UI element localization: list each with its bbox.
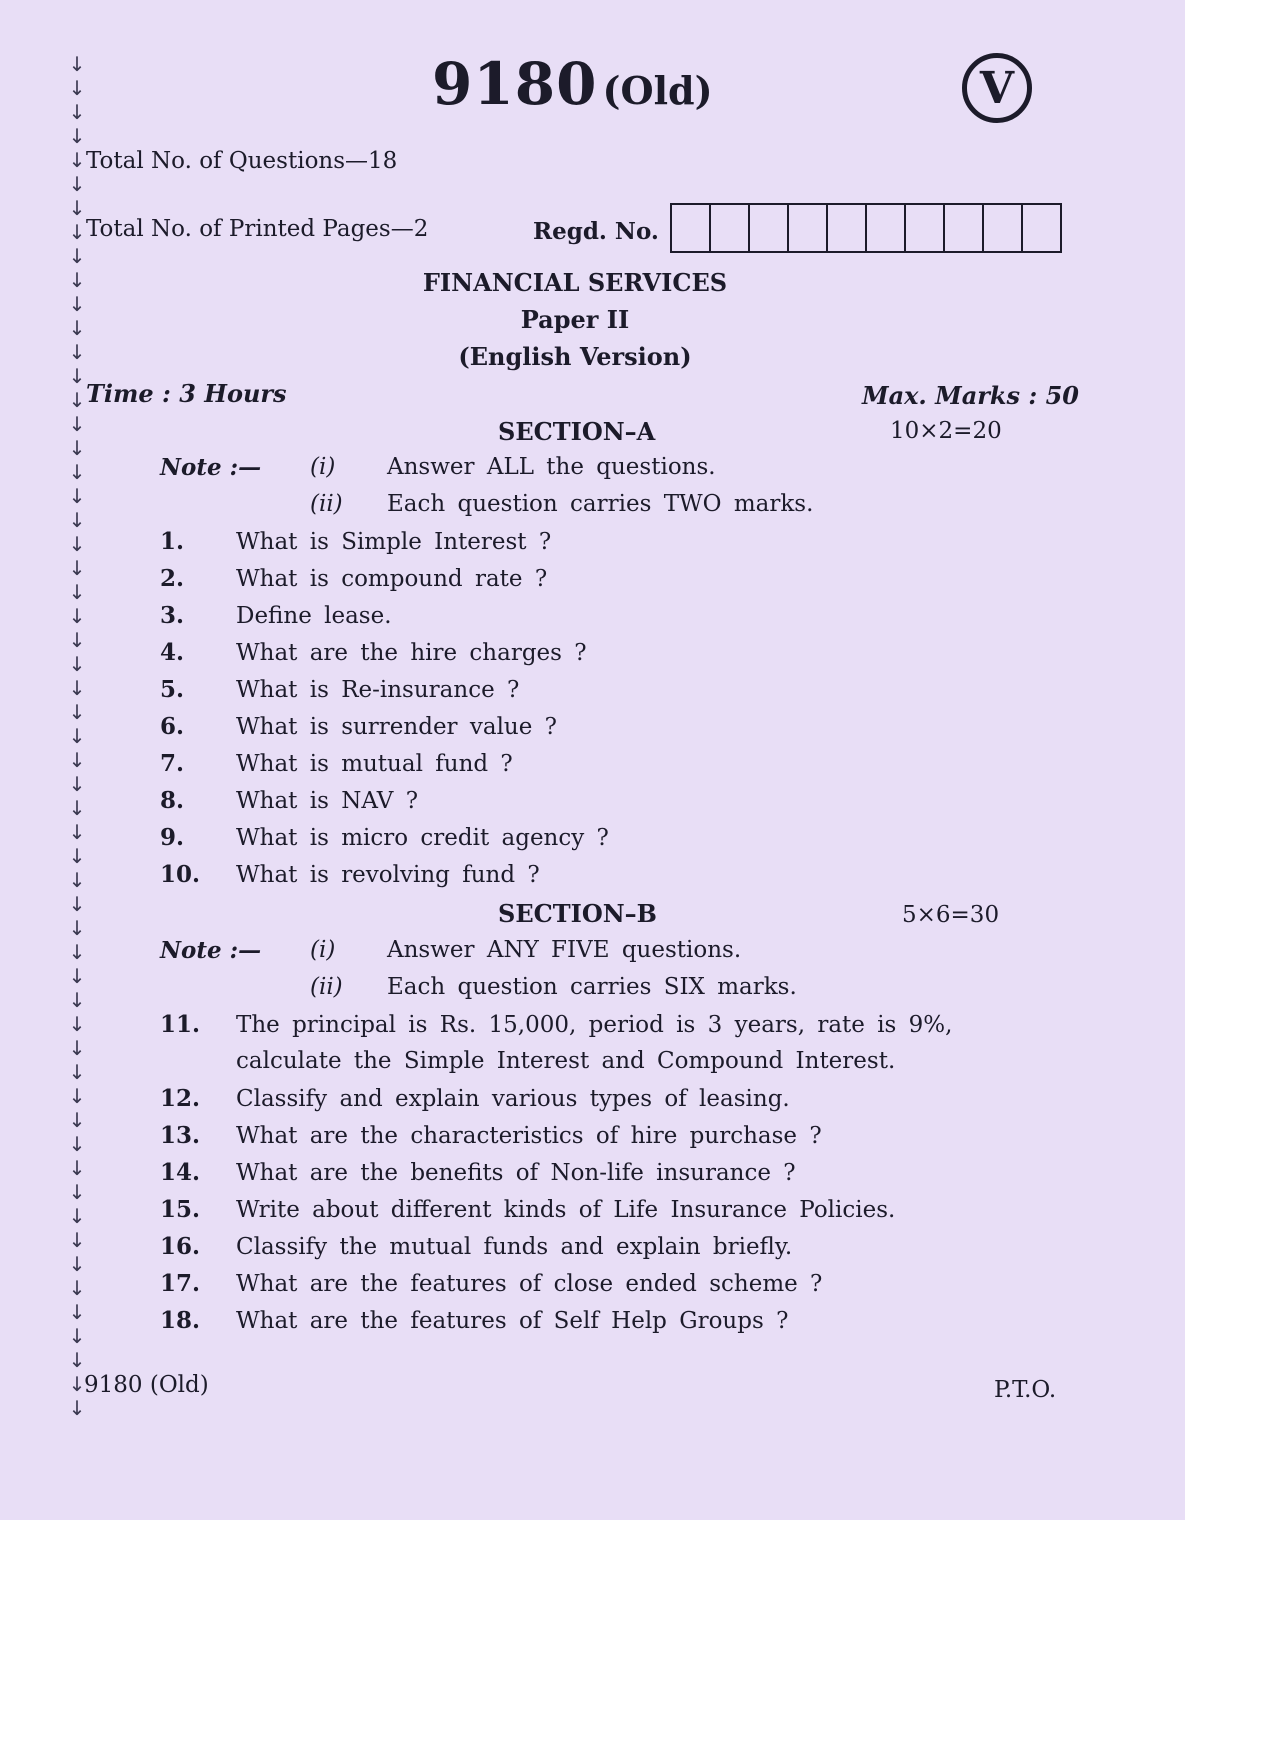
question-text: What are the features of close ended scheme ? [236,1271,823,1297]
section-b-note [160,937,960,967]
regd-box[interactable] [750,205,789,251]
note-roman: (i) [310,454,336,480]
margin-arrows [62,52,92,1420]
down-arrow-icon: ↓ [68,556,86,580]
note-roman: (ii) [310,491,343,517]
regd-box[interactable] [711,205,750,251]
down-arrow-icon: ↓ [68,964,86,988]
question-text: What are the hire charges ? [236,640,587,666]
down-arrow-icon: ↓ [68,772,86,796]
down-arrow-icon: ↓ [68,1276,86,1300]
question-item [160,787,418,814]
down-arrow-icon: ↓ [68,724,86,748]
question-text: What are the characteristics of hire purchase ? [236,1123,822,1149]
down-arrow-icon: ↓ [68,1252,86,1276]
down-arrow-icon: ↓ [68,52,86,76]
question-text: What is surrender value ? [236,714,557,740]
down-arrow-icon: ↓ [68,412,86,436]
regd-box[interactable] [828,205,867,251]
question-number: 10. [160,861,201,888]
version-mark [962,53,1032,123]
section-a-note [160,491,960,521]
question-number: 5. [160,676,185,703]
paper-code-heading [432,50,713,118]
down-arrow-icon: ↓ [68,892,86,916]
down-arrow-icon: ↓ [68,1396,86,1420]
question-continuation: calculate the Simple Interest and Compound Interest. [236,1048,896,1074]
question-item [160,1085,790,1112]
down-arrow-icon: ↓ [68,172,86,196]
section-b-title: SECTION–B [498,899,657,928]
down-arrow-icon: ↓ [68,244,86,268]
total-questions: Total No. of Questions—18 [86,148,398,174]
question-text: What is compound rate ? [236,566,548,592]
question-item [160,602,392,629]
down-arrow-icon: ↓ [68,700,86,724]
section-b-note [160,974,960,1004]
total-pages: Total No. of Printed Pages—2 [86,216,429,242]
down-arrow-icon: ↓ [68,1156,86,1180]
question-number: 8. [160,787,185,814]
question-item [160,639,587,666]
note-text: Each question carries SIX marks. [387,974,797,1000]
down-arrow-icon: ↓ [68,652,86,676]
question-text: Write about different kinds of Life Insurance Policies. [236,1197,896,1223]
down-arrow-icon: ↓ [68,388,86,412]
regd-box[interactable] [789,205,828,251]
question-item [160,1196,895,1223]
question-text: What are the features of Self Help Groups ? [236,1308,789,1334]
down-arrow-icon: ↓ [68,460,86,484]
down-arrow-icon: ↓ [68,868,86,892]
regd-box[interactable] [672,205,711,251]
down-arrow-icon: ↓ [68,340,86,364]
question-number: 9. [160,824,185,851]
question-item [160,676,519,703]
language-version: (English Version) [458,342,692,371]
section-a-note [160,454,960,484]
version-mark-letter: V [979,62,1015,114]
down-arrow-icon: ↓ [68,76,86,100]
down-arrow-icon: ↓ [68,1060,86,1084]
down-arrow-icon: ↓ [68,1300,86,1324]
down-arrow-icon: ↓ [68,676,86,700]
question-text: What is Re-insurance ? [236,677,520,703]
down-arrow-icon: ↓ [68,1012,86,1036]
question-text: What is NAV ? [236,788,419,814]
regd-box[interactable] [984,205,1023,251]
question-item [160,565,547,592]
paper-old-label: (Old) [602,68,713,113]
question-text: What is micro credit agency ? [236,825,609,851]
question-number: 3. [160,602,185,629]
down-arrow-icon: ↓ [68,1036,86,1060]
down-arrow-icon: ↓ [68,940,86,964]
down-arrow-icon: ↓ [68,148,86,172]
down-arrow-icon: ↓ [68,1324,86,1348]
down-arrow-icon: ↓ [68,1372,86,1396]
question-text: Define lease. [236,603,392,629]
down-arrow-icon: ↓ [68,1180,86,1204]
question-item [160,1159,796,1186]
question-number: 11. [160,1011,201,1038]
down-arrow-icon: ↓ [68,916,86,940]
down-arrow-icon: ↓ [68,1108,86,1132]
section-a-title: SECTION–A [498,417,656,446]
down-arrow-icon: ↓ [68,268,86,292]
down-arrow-icon: ↓ [68,220,86,244]
question-text: What is Simple Interest ? [236,529,552,555]
down-arrow-icon: ↓ [68,484,86,508]
question-number: 15. [160,1196,201,1223]
regd-number-boxes[interactable] [670,203,1062,253]
question-number: 7. [160,750,185,777]
down-arrow-icon: ↓ [68,100,86,124]
question-item [160,750,513,777]
footer-code: 9180 (Old) [84,1372,209,1398]
section-a-marks: 10×2=20 [890,418,1002,444]
paper-number: Paper II [520,305,630,334]
down-arrow-icon: ↓ [68,1204,86,1228]
question-text: Classify the mutual funds and explain briefly. [236,1234,793,1260]
down-arrow-icon: ↓ [68,1132,86,1156]
down-arrow-icon: ↓ [68,532,86,556]
question-number: 4. [160,639,185,666]
question-number: 12. [160,1085,201,1112]
question-number: 13. [160,1122,201,1149]
question-item [160,861,540,888]
question-number: 16. [160,1233,201,1260]
regd-box[interactable] [906,205,945,251]
note-roman: (i) [310,937,336,963]
question-text: The principal is Rs. 15,000, period is 3 years, rate is 9%, [236,1012,953,1038]
note-label: Note :— [160,937,262,964]
down-arrow-icon: ↓ [68,1348,86,1372]
down-arrow-icon: ↓ [68,844,86,868]
question-item [160,1233,792,1260]
down-arrow-icon: ↓ [68,748,86,772]
question-number: 6. [160,713,185,740]
regd-label: Regd. No. [533,218,659,245]
paper-code: 9180 [432,50,598,118]
down-arrow-icon: ↓ [68,628,86,652]
question-item [160,713,557,740]
footer-pto: P.T.O. [994,1377,1057,1403]
max-marks: Max. Marks : 50 [862,381,1080,410]
down-arrow-icon: ↓ [68,436,86,460]
regd-box[interactable] [867,205,906,251]
down-arrow-icon: ↓ [68,988,86,1012]
down-arrow-icon: ↓ [68,124,86,148]
question-item [160,1307,788,1334]
down-arrow-icon: ↓ [68,580,86,604]
down-arrow-icon: ↓ [68,316,86,340]
question-item [160,528,551,555]
question-item [160,1122,822,1149]
regd-box[interactable] [945,205,984,251]
down-arrow-icon: ↓ [68,604,86,628]
down-arrow-icon: ↓ [68,796,86,820]
section-b-marks: 5×6=30 [902,902,1000,928]
down-arrow-icon: ↓ [68,1084,86,1108]
note-text: Answer ALL the questions. [387,454,716,480]
down-arrow-icon: ↓ [68,820,86,844]
regd-box[interactable] [1023,205,1060,251]
down-arrow-icon: ↓ [68,196,86,220]
question-item [160,824,609,851]
question-number: 2. [160,565,185,592]
question-text: Classify and explain various types of leasing. [236,1086,790,1112]
note-label: Note :— [160,454,262,481]
down-arrow-icon: ↓ [68,292,86,316]
subject-title: FINANCIAL SERVICES [422,268,728,297]
question-number: 17. [160,1270,201,1297]
question-number: 1. [160,528,185,555]
question-text: What is revolving fund ? [236,862,540,888]
question-number: 18. [160,1307,201,1334]
question-item [160,1011,952,1038]
down-arrow-icon: ↓ [68,508,86,532]
note-text: Each question carries TWO marks. [387,491,814,517]
down-arrow-icon: ↓ [68,1228,86,1252]
question-text: What are the benefits of Non-life insurance ? [236,1160,796,1186]
exam-time: Time : 3 Hours [86,379,287,408]
question-text: What is mutual fund ? [236,751,513,777]
note-roman: (ii) [310,974,343,1000]
down-arrow-icon: ↓ [68,364,86,388]
question-item [160,1270,822,1297]
note-text: Answer ANY FIVE questions. [387,937,742,963]
question-number: 14. [160,1159,201,1186]
